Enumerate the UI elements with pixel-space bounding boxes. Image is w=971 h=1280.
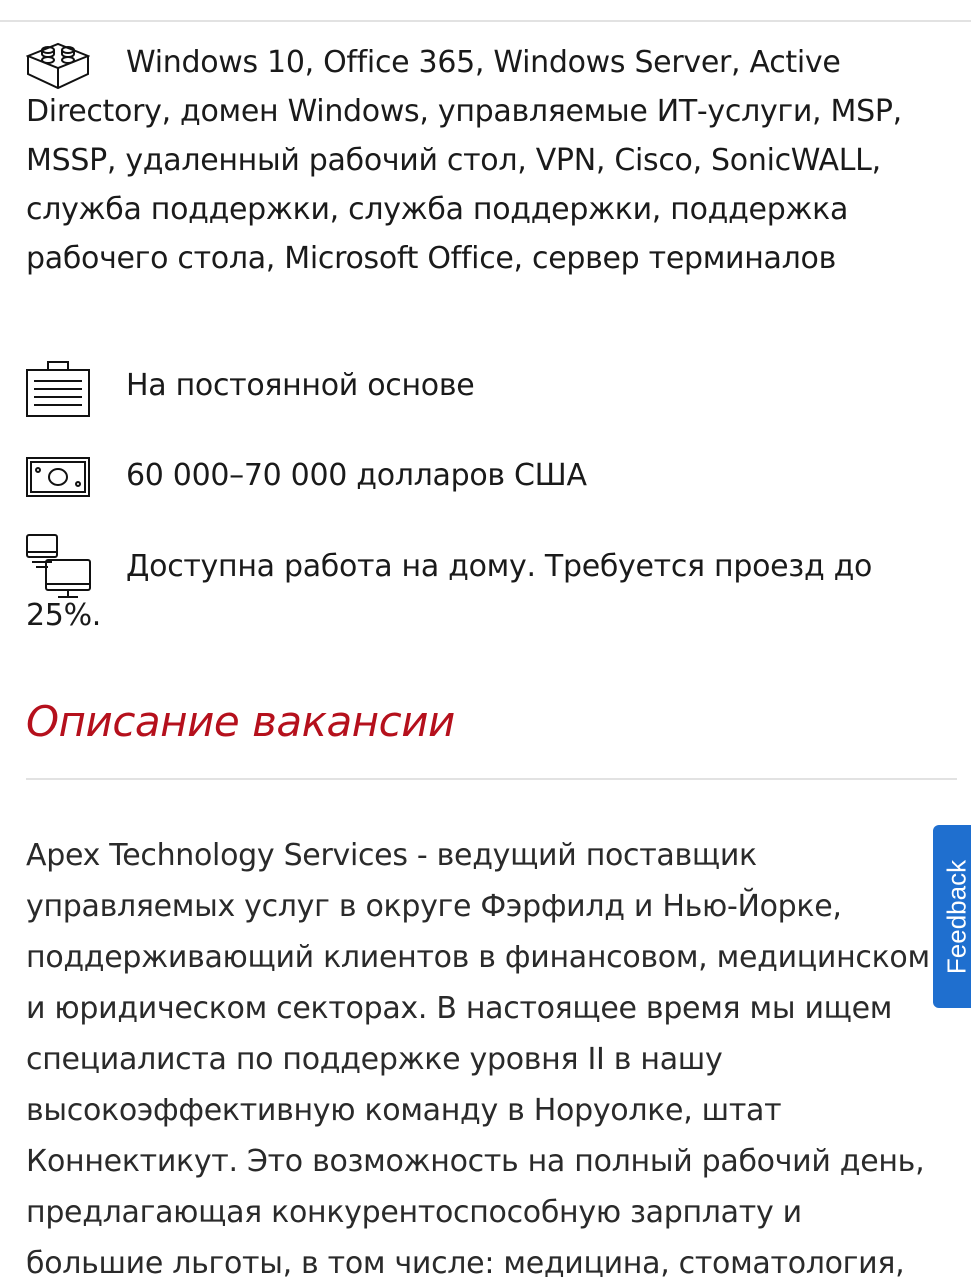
lego-block-icon bbox=[26, 38, 90, 102]
skills-text: Windows 10, Office 365, Windows Server, Active Directory, домен Windows, управляемые ИТ-услуги, MSP, MSSP, удаленный рабочий стол, VPN, Cisco, SonicWALL, служба поддержки, служба поддержки, поддержка рабочего стола, Microsoft Office, сервер терминалов bbox=[26, 45, 902, 276]
money-icon bbox=[26, 457, 90, 521]
salary-item bbox=[26, 451, 936, 500]
feedback-label: Feedback bbox=[941, 859, 971, 974]
remote-item bbox=[26, 542, 936, 640]
section-divider bbox=[26, 778, 957, 780]
computers-icon bbox=[26, 534, 90, 598]
briefcase-icon bbox=[26, 361, 90, 425]
job-description-text: Apex Technology Services - ведущий поставщик управляемых услуг в округе Фэрфилд и Нью-Йорке, поддерживающий клиентов в финансовом, медицинском и юридическом секторах. В настоящее время мы ищем специалиста по поддержке уровня II в нашу высокоэффективную команду в Норуолке, штат Коннектикут. Это возможность на полный рабочий день, предлагающая конкурентоспособную зарплату и большие льготы, в том числе: медицина, стоматология, bbox=[26, 838, 930, 1280]
job-description-heading: Описание вакансии bbox=[26, 697, 455, 746]
skills-item bbox=[26, 38, 936, 283]
employment-type-text: На постоянной основе bbox=[126, 368, 475, 403]
employment-type-item bbox=[26, 361, 936, 410]
remote-text: Доступна работа на дому. Требуется проезд до 25%. bbox=[26, 549, 873, 633]
top-divider bbox=[0, 20, 971, 22]
salary-text: 60 000–70 000 долларов США bbox=[126, 458, 587, 493]
feedback-button[interactable] bbox=[933, 825, 971, 1008]
